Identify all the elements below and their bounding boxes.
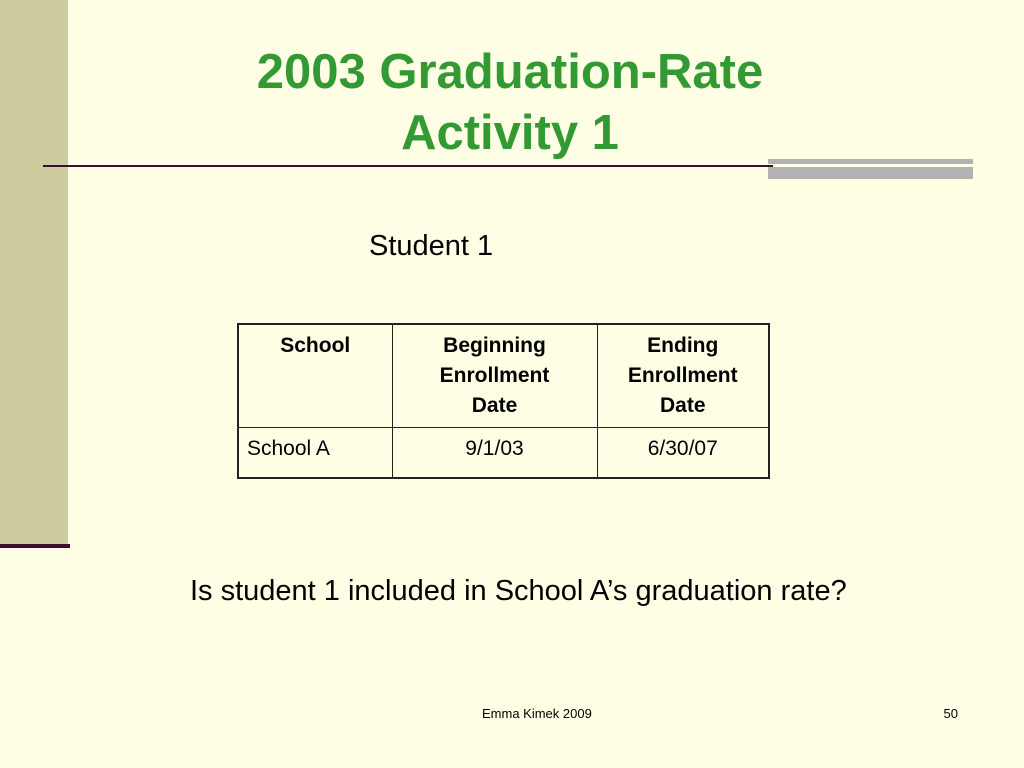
table-header-row — [238, 324, 769, 428]
header-ending-enrollment-date — [597, 324, 769, 428]
header-school-text: School — [280, 334, 351, 357]
side-bar — [0, 0, 68, 545]
table-row — [238, 428, 769, 478]
header-end-line: Date — [659, 394, 706, 417]
header-end-line: Enrollment — [627, 364, 738, 387]
question-text: Is student 1 included in School A’s graduation rate? — [190, 575, 847, 607]
title-underline — [43, 165, 773, 167]
header-begin-line: Beginning — [443, 334, 546, 357]
title-line-2: Activity 1 — [401, 106, 619, 160]
cell-beginning-date: 9/1/03 — [392, 428, 597, 478]
header-begin-line: Enrollment — [439, 364, 550, 387]
accent-stripe — [768, 159, 973, 164]
header-begin-line: Date — [471, 394, 518, 417]
cell-school: School A — [238, 428, 392, 478]
accent-stripe — [768, 167, 973, 179]
page-number: 50 — [943, 706, 958, 721]
title-line-1: 2003 Graduation-Rate — [256, 45, 764, 99]
cell-ending-date: 6/30/07 — [597, 428, 769, 478]
slide-title — [120, 42, 900, 164]
title-underline-accent — [768, 159, 973, 179]
header-beginning-enrollment-date — [392, 324, 597, 428]
header-school — [238, 324, 392, 428]
enrollment-table — [237, 323, 770, 479]
header-end-line: Ending — [647, 334, 719, 357]
side-bar-rule — [0, 544, 70, 548]
student-heading: Student 1 — [369, 230, 494, 262]
footer-author: Emma Kimek 2009 — [482, 706, 592, 721]
